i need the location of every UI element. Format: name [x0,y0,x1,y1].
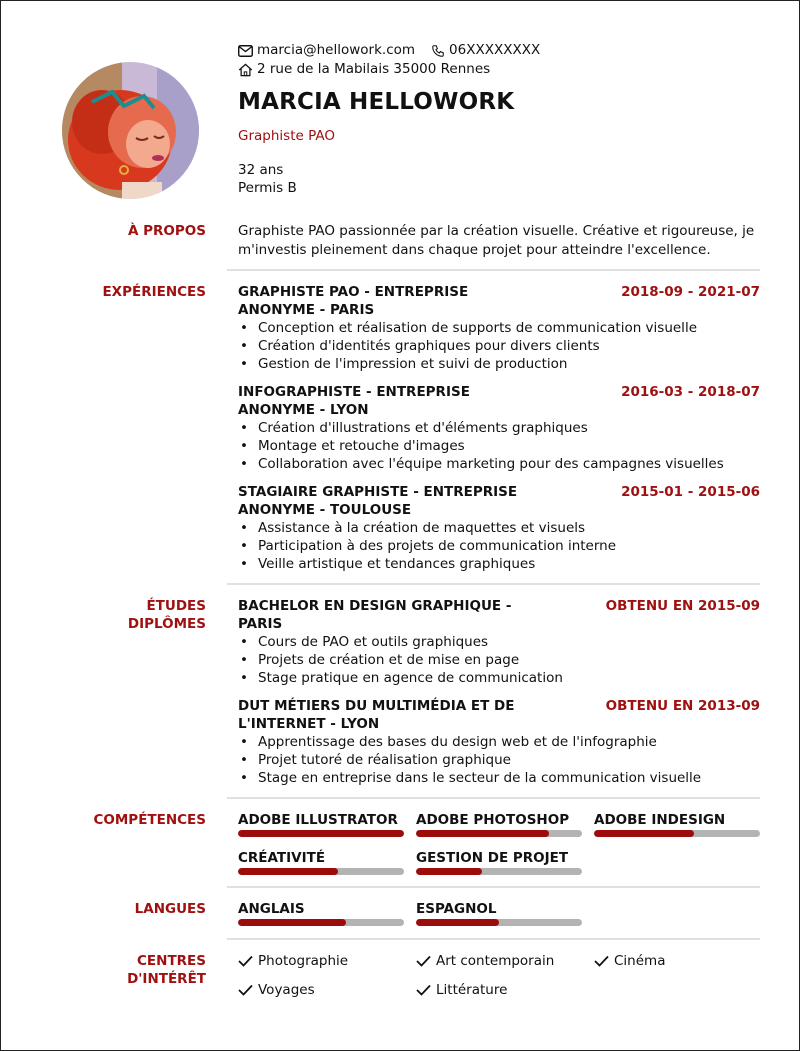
check-icon [416,984,431,996]
bullet-item: • Veille artistique et tendances graphiques [238,555,760,573]
interest-label: Voyages [258,982,315,998]
skill-name: ADOBE INDESIGN [594,812,726,828]
skill-name: ADOBE ILLUSTRATOR [238,812,398,828]
bullet-item: • Apprentissage des bases du design web et de l'infographie [238,733,760,751]
education-entry [238,697,760,787]
skill-bar-fill [416,868,482,875]
experience-title-line2: ANONYME - TOULOUSE [238,502,412,518]
section-label-skills: COMPÉTENCES [93,812,206,828]
section-skills [1,811,800,877]
languages-grid [238,900,760,930]
address-text: 2 rue de la Mabilais 35000 Rennes [257,61,491,77]
home-icon [238,63,253,77]
language-bar-fill [238,919,346,926]
divider [227,583,760,585]
license-text: Permis B [238,180,297,196]
check-icon [238,955,253,967]
skill-bar [416,830,582,837]
bullet-item: • Projet tutoré de réalisation graphique [238,751,760,769]
avatar [62,62,199,199]
experience-title-line1: GRAPHISTE PAO - ENTREPRISE [238,284,469,300]
section-label-education [128,597,206,633]
section-label-education-line2: DIPLÔMES [127,616,206,632]
interest-label: Cinéma [614,953,666,969]
section-label-interests-line2: D'INTÉRÊT [127,971,206,987]
contact-email[interactable] [238,41,415,60]
skill-item [238,849,404,875]
experience-title [238,283,468,319]
skill-name: CRÉATIVITÉ [238,850,326,866]
skill-bar-fill [238,830,404,837]
experience-title [238,383,470,419]
skill-item [416,849,582,875]
check-icon [238,984,253,996]
skill-bar [238,868,404,875]
language-item [238,900,404,926]
education-date: OBTENU EN 2013-09 [605,698,760,714]
interest-label: Art contemporain [436,953,555,969]
interest-label: Photographie [258,953,349,969]
mail-icon [238,45,253,57]
divider [227,886,760,888]
email-text: marcia@hellowork.com [257,42,416,58]
education-entry [238,597,760,687]
contact-line-1 [238,41,760,60]
avatar-illustration [62,62,199,199]
skill-bar [416,868,582,875]
language-item [416,900,582,926]
personal-info [238,161,760,197]
education-bullets [238,633,760,687]
education-date: OBTENU EN 2015-09 [605,598,760,614]
section-label-interests-line1: CENTRES [137,953,206,969]
education-bullets [238,733,760,787]
section-label-languages: LANGUES [134,901,206,917]
bullet-item: • Cours de PAO et outils graphiques [238,633,760,651]
skill-name: ADOBE PHOTOSHOP [416,812,570,828]
check-icon [416,955,431,967]
experience-entry [238,483,760,573]
education-title-line2: PARIS [238,616,283,632]
contact-phone[interactable] [431,41,540,60]
skill-item [594,811,760,837]
skill-bar [238,830,404,837]
bullet-item: • Stage en entreprise dans le secteur de la communication visuelle [238,769,760,787]
experience-title [238,483,517,519]
experience-bullets [238,319,760,373]
experience-bullets [238,519,760,573]
about-text: Graphiste PAO passionnée par la création visuelle. Créative et rigoureuse, je m'investis pleinement dans chaque projet pour atteindre l'excellence. [238,223,755,258]
skills-grid [238,811,760,877]
education-title-line2: L'INTERNET - LYON [238,716,380,732]
section-label-education-line1: ÉTUDES [146,598,206,614]
bullet-item: • Gestion de l'impression et suivi de production [238,355,760,373]
experience-title-line2: ANONYME - LYON [238,402,369,418]
skill-name: GESTION DE PROJET [416,850,569,866]
skill-bar-fill [416,830,549,837]
divider [227,797,760,799]
experience-entry [238,383,760,473]
language-bar [238,919,404,926]
divider [227,938,760,940]
bullet-item: • Montage et retouche d'images [238,437,760,455]
check-icon [594,955,609,967]
bullet-item: • Projets de création et de mise en page [238,651,760,669]
experience-title-line1: INFOGRAPHISTE - ENTREPRISE [238,384,470,400]
bullet-item: • Assistance à la création de maquettes et visuels [238,519,760,537]
experience-title-line2: ANONYME - PARIS [238,302,375,318]
section-languages [1,900,800,930]
skill-bar-fill [594,830,694,837]
interest-label: Littérature [436,982,508,998]
section-label-about: À PROPOS [127,223,206,239]
experience-date: 2016-03 - 2018-07 [621,384,760,400]
bullet-item: • Collaboration avec l'équipe marketing pour des campagnes visuelles [238,455,760,473]
bullet-item: • Stage pratique en agence de communication [238,669,760,687]
bullet-item: • Participation à des projets de communication interne [238,537,760,555]
skill-item [238,811,404,837]
skill-bar [594,830,760,837]
phone-text: 06XXXXXXXX [449,42,541,58]
language-bar [416,919,582,926]
education-title [238,597,511,633]
job-title: Graphiste PAO [238,128,335,144]
section-label-experiences: EXPÉRIENCES [102,284,206,300]
divider [227,269,760,271]
bullet-item: • Conception et réalisation de supports de communication visuelle [238,319,760,337]
skill-item [416,811,582,837]
experience-bullets [238,419,760,473]
contact-address [238,60,490,79]
interest-item [238,981,315,999]
interest-item [594,952,665,970]
education-title-line1: BACHELOR EN DESIGN GRAPHIQUE - [238,598,512,614]
language-bar-fill [416,919,499,926]
experience-date: 2018-09 - 2021-07 [621,284,760,300]
bullet-item: • Création d'illustrations et d'éléments graphiques [238,419,760,437]
education-title [238,697,514,733]
interest-item [416,981,507,999]
contact-line-2 [238,60,760,79]
section-label-interests [127,952,206,988]
person-name: MARCIA HELLOWORK [238,89,515,115]
language-name: ESPAGNOL [416,901,497,917]
bullet-item: • Création d'identités graphiques pour divers clients [238,337,760,355]
experience-entry [238,283,760,373]
phone-icon [431,44,445,58]
interest-item [238,952,348,970]
experience-date: 2015-01 - 2015-06 [621,484,760,500]
experience-title-line1: STAGIAIRE GRAPHISTE - ENTREPRISE [238,484,518,500]
interests-list [238,952,760,1002]
header [238,41,760,197]
language-name: ANGLAIS [238,901,305,917]
skill-bar-fill [238,868,338,875]
age-text: 32 ans [238,162,284,178]
interest-item [416,952,554,970]
education-title-line1: DUT MÉTIERS DU MULTIMÉDIA ET DE [238,698,515,714]
